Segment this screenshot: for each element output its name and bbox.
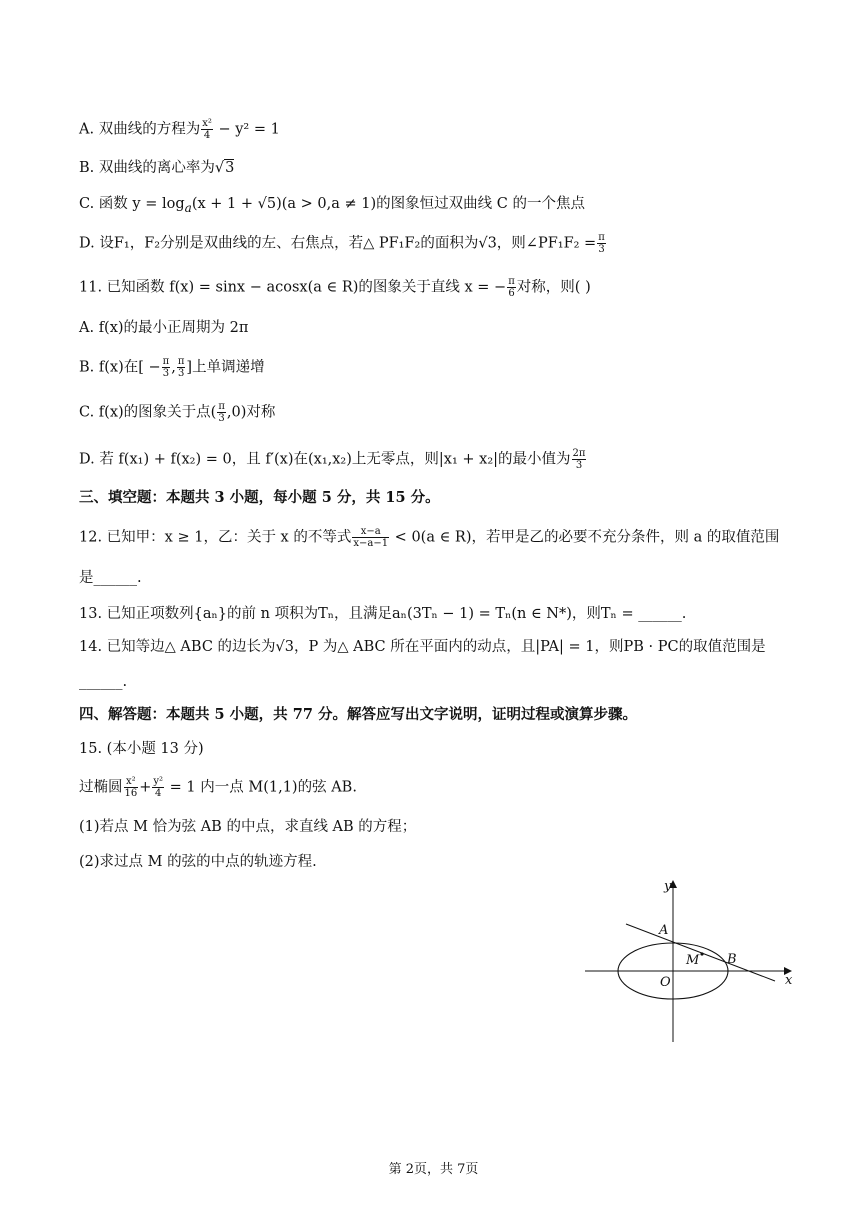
q14-blank-line: ______. [79, 674, 128, 690]
question-13: 13. 已知正项数列{aₙ}的前 n 项积为Tₙ，且满足aₙ(3Tₙ − 1) = Tₙ(n ∈ N*)，则Tₙ = ______. [79, 606, 687, 622]
question-14: 14. 已知等边△ ABC 的边长为√3，P 为△ ABC 所在平面内的动点，且|PA| = 1，则PB · PC的取值范围是 [79, 639, 766, 655]
q11-option-c: C. f(x)的图象关于点( $\frac{\pi}{3}$ ,0)对称 [79, 401, 276, 424]
point-m [700, 952, 703, 955]
option-a [79, 118, 280, 141]
sqrt-value: 3 [225, 160, 235, 176]
option-b-text: B. 双曲线的离心率为 [79, 160, 215, 176]
q11-text: 11. 已知函数 f(x) = sinx − acosx(a ∈ R)的图象关于直线 x = − [79, 279, 507, 296]
fraction: $\frac{\pi}{3}$ [598, 232, 605, 255]
q11-option-d: D. 若 f(x₁) + f(x₂) = 0，且 f′(x)在(x₁,x₂)上无零点，则|x₁ + x₂|的最小值为 $\frac{2\pi}{3}$ [79, 448, 586, 471]
q11-option-a: A. f(x)的最小正周期为 2π [79, 320, 249, 336]
label-y: y [664, 879, 672, 894]
label-b: B [727, 952, 737, 967]
option-c: C. 函数 $y = \log_a(x + 1 + √5)(a > 0,a \ne 1)$的图象恒过双曲线 C 的一个焦点 [79, 196, 585, 215]
question-12: 12. 已知甲：x ≥ 1，乙：关于 x 的不等式 $\frac{x-a}{x-a-1}$ < 0(a ∈ R)，若甲是乙的必要不充分条件，则 a 的取值范围 [79, 526, 780, 549]
option-a-text: A. 双曲线的方程为 [79, 121, 201, 138]
q12-blank-line: 是______. [79, 570, 142, 586]
label-m: M [686, 953, 700, 968]
question-15-body: 过椭圆 $\frac{\text{x²}}{16}$ + $\frac{\text{y²}}{4}$ = 1 内一点 M(1,1)的弦 AB. [79, 776, 357, 799]
q11-option-b: B. f(x)在[ − $\frac{\pi}{3}$ , $\frac{\pi}{3}$ ]上单调递增 [79, 356, 265, 379]
question-11 [79, 276, 591, 299]
option-a-tail: − y² = 1 [213, 121, 280, 138]
question-15-title: 15. (本小题 13 分) [79, 741, 204, 757]
option-c-text: C. 函数 y = log [79, 196, 185, 212]
chord-line [626, 924, 775, 981]
fraction: $\frac{\pi}{6}$ [508, 276, 515, 299]
label-o: O [660, 975, 671, 990]
section-3-heading: 三、填空题：本题共 3 小题，每小题 5 分，共 15 分。 [79, 489, 440, 506]
page-footer: 第 2页，共 7页 [388, 1162, 479, 1177]
q11-tail: 对称，则( ) [516, 279, 591, 296]
label-x: x [785, 973, 793, 988]
option-d-text: D. 设F₁，F₂分别是双曲线的左、右焦点，若△ PF₁F₂的面积为√3，则∠PF₁F₂ = [79, 235, 597, 252]
label-a: A [659, 923, 669, 938]
option-d [79, 232, 607, 255]
fraction: $\frac{\text{x²}}{4}$ [202, 118, 212, 141]
q15-part-1: (1)若点 M 恰为弦 AB 的中点，求直线 AB 的方程； [79, 819, 417, 835]
option-c-tail: (x + 1 + √5)(a > 0,a ≠ 1)的图象恒过双曲线 C 的一个焦点 [191, 196, 585, 212]
q15-part-2: (2)求过点 M 的弦的中点的轨迹方程. [79, 854, 317, 870]
option-b: B. 双曲线的离心率为√3 [79, 160, 235, 176]
section-4-heading: 四、解答题：本题共 5 小题，共 77 分。解答应写出文字说明，证明过程或演算步骤。 [79, 706, 637, 723]
ellipse-figure [580, 872, 810, 1047]
